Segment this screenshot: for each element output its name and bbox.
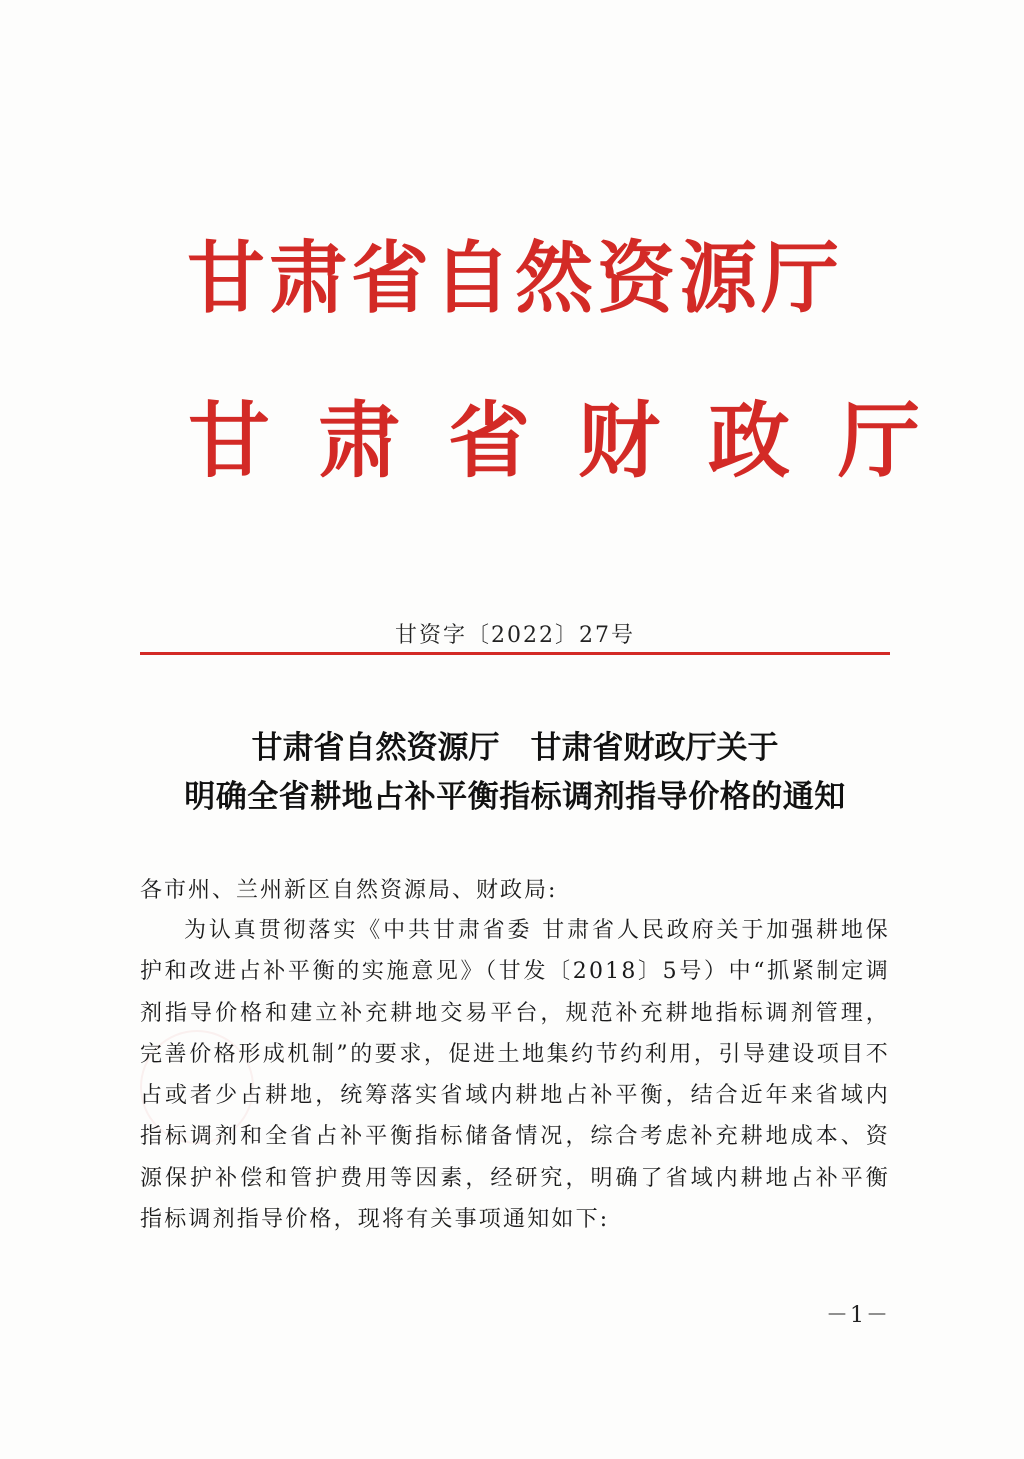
masthead-issuer-finance: 甘肃省财政厅 [188,393,969,489]
body-paragraph: 为认真贯彻落实《中共甘肃省委 甘肃省人民政府关于加强耕地保护和改进占补平衡的实施意见》（甘发〔2018〕5号）中“抓紧制定调剂指导价格和建立补充耕地交易平台，规范补充耕地指标调剂管理，完善价格形成机制”的要求，促进土地集约节约利用，引导建设项目不占或者少占耕地，统筹落实省域内耕地占补平衡，结合近年来省域内指标调剂和全省占补平衡指标储备情况，综合考虑补充耕地成本、资源保护补偿和管护费用等因素，经研究，明确了省域内耕地占补平衡指标调剂指导价格，现将有关事项通知如下: [140,918,890,1233]
salutation: 各市州、兰州新区自然资源局、财政局: [140,878,558,903]
page-number: －1－ [826,1303,890,1328]
red-divider-rule [140,652,890,655]
document-title-line-1: 甘肃省自然资源厅 甘肃省财政厅关于 [251,730,779,766]
document-number: 甘资字〔2022〕27号 [395,623,635,648]
masthead-issuer-natural-resources: 甘肃省自然资源厅 [186,233,843,324]
document-title-line-2: 明确全省耕地占补平衡指标调剂指导价格的通知 [184,779,846,815]
